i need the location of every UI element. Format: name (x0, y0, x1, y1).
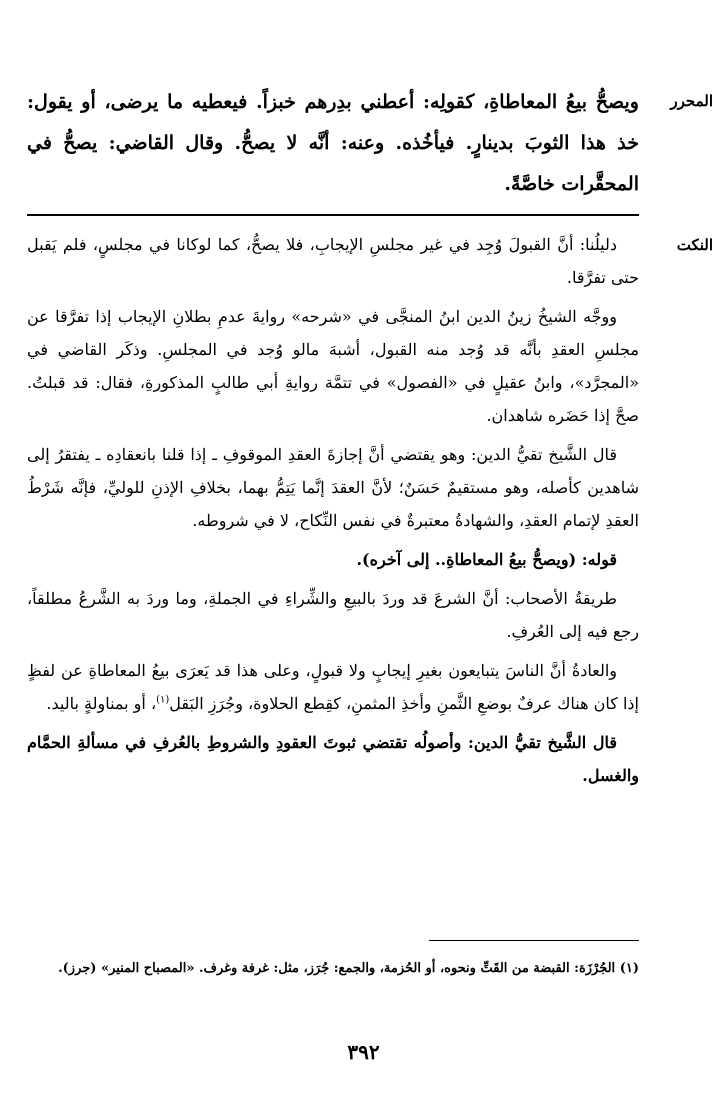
nukat-text (27, 228, 639, 798)
nukat-paragraph-5: طريقةُ الأصحاب: أنَّ الشرعَ قد وردَ بالبيعِ والشِّراءِ في الجملةِ، وما وردَ به الشَّرعُ مطلقاً، رجع فيه إلى العُرفِ. (27, 589, 639, 641)
footnote-marker[interactable]: (١) (156, 694, 170, 706)
section-divider (27, 214, 639, 216)
nukat-paragraph-2: ووجَّه الشيخُ زينُ الدين ابنُ المنجَّى في «شرحه» روايةَ عدمِ بطلانِ الإيجاب إذا تفرَّقا عن مجلسِ العقدِ بأنَّه قد وُجد منه القبول، أشبهَ مالو وُجد في المجلسِ. وذكَر القاضي في «المجرَّد»، وابنُ عقيلٍ في «الفصول» في تتمَّة روايةِ أبي طالبٍ المذكورةِ، فقال: قد قبلتُ. صحَّ إذا حَضَره شاهدان. (27, 307, 639, 425)
nukat-paragraph-6-tail: ، أو بمناولةٍ باليد. (46, 694, 157, 713)
nukat-paragraph-6-main: والعادةُ أنَّ الناسَ يتبايعون بغيرِ إيجابٍ ولا قبولٍ، وعلى هذا قد يَعرَى بيعُ المعاطاةِ عن لفظٍ إذا كان هناك عرفٌ بوضعِ الثَّمنِ وأخذِ المثمنِ، كقِطع الحلاوة، وجُرَزِ البَقل (27, 661, 639, 713)
footnote: (١) الجُرْزَة: القبضة من القَتِّ ونحوه، أو الحُزمة، والجمع: جُرَز، مثل: غرفة وغرف. «المصباح المنير» (جرز). (58, 961, 639, 976)
side-label-muharrar: المحرر (670, 92, 713, 110)
nukat-quote-heading: قوله: (ويصحُّ بيعُ المعاطاةِ.. إلى آخره). (356, 550, 617, 569)
nukat-paragraph-6 (27, 654, 639, 720)
muharrar-text: ويصحُّ بيعُ المعاطاةِ، كقولِه: أعطني بدِرهم خبزاً. فيعطيه ما يرضى، أو يقول: خذ هذا الثوبَ بدينارٍ. فيأخُذه. وعنه: أنَّه لا يصحُّ. وقال القاضي: يصحُّ في المحقَّرات خاصَّةً. (27, 91, 639, 195)
footnote-divider (429, 940, 639, 941)
side-label-nukat: النكت (676, 236, 713, 254)
page-number: ٣٩٢ (347, 1040, 380, 1064)
nukat-paragraph-1: دليلُنا: أنَّ القبولَ وُجِد في غير مجلسِ الإيجابِ، فلا يصحُّ، كما لوكانا في مجلسٍ، فلم يَقبل حتى تفرَّقا. (27, 235, 639, 287)
nukat-paragraph-3: قال الشَّيخ تقيُّ الدين: وهو يقتضي أنَّ إجازةَ العقدِ الموقوفِ ـ إذا قلنا بانعقادِه ـ يفتقرُ إلى شاهدين كأصله، وهو مستقيمٌ حَسَنٌ؛ لأنَّ العقدَ إنَّما يَتِمُّ بهما، بخلافِ الإذنِ للوليِّ، فإنَّه شَرْطُ العقدِ لإتمام العقدِ، والشهادةُ معتبرةٌ في نفس النِّكاح، لا في شروطه. (27, 445, 639, 530)
nukat-paragraph-7: قال الشَّيخ تقيُّ الدين: وأصولُه تقتضي ثبوتَ العقودِ والشروطِ بالعُرفِ في مسألةِ الحمَّام والغسل. (27, 733, 639, 785)
